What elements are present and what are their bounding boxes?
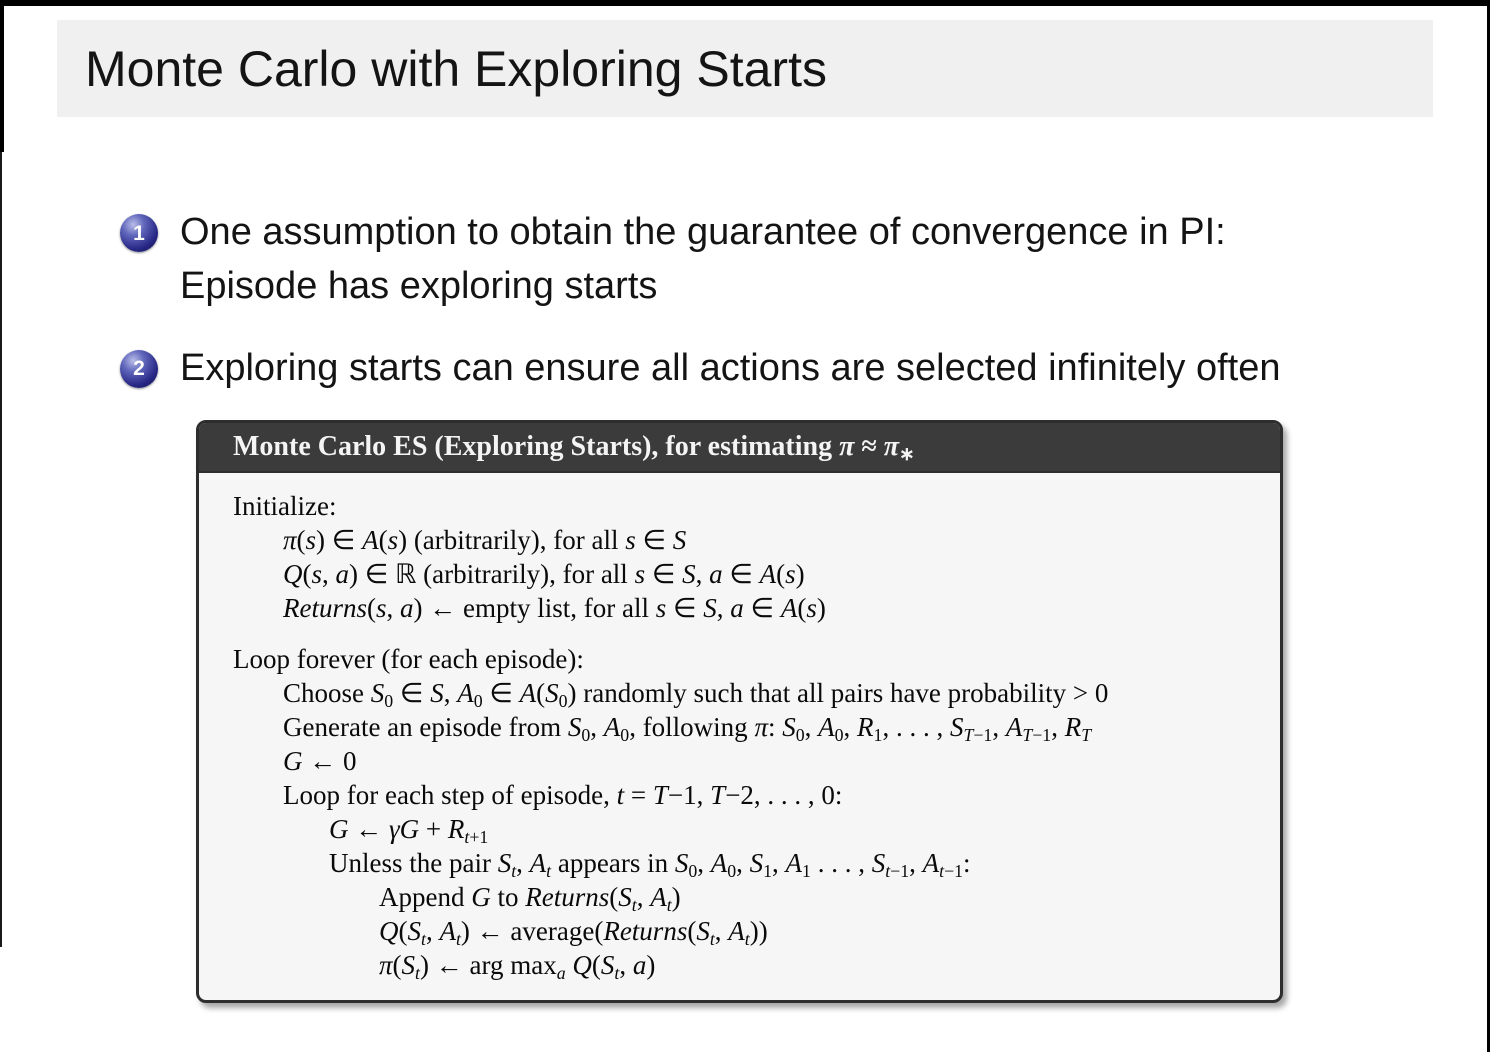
algorithm-line: Initialize: bbox=[233, 491, 337, 521]
slide-title-bar bbox=[57, 20, 1433, 117]
bullet-list bbox=[120, 206, 1420, 424]
page-title: Monte Carlo with Exploring Starts bbox=[85, 40, 827, 97]
bullet-number-ball-icon bbox=[120, 350, 158, 388]
algorithm-line: Unless the pair $S_t$, $A_t$ appears in $S_0$, $A_0$, $S_1$, $A_1$ . . . , $S_{t-1}$, $A_{t-1}$: bbox=[329, 848, 971, 881]
algorithm-header bbox=[199, 423, 1280, 473]
bullet-text: One assumption to obtain the guarantee of convergence in PI: Episode has exploring starts bbox=[180, 211, 1226, 307]
bullet-number: 2 bbox=[133, 357, 145, 381]
algorithm-line: Loop for each step of episode, t = T−1, T−2, . . . , 0: bbox=[283, 780, 843, 810]
page-frame-left bbox=[0, 0, 4, 152]
algorithm-line: Choose $S_0$ ∈ S, $A_0$ ∈ $A(S_0)$ randomly such that all pairs have probability > 0 bbox=[283, 678, 1109, 711]
bullet-text: Exploring starts can ensure all actions are selected infinitely often bbox=[180, 346, 1281, 389]
algorithm-line: Q(s, a) ∈ ℝ (arbitrarily), for all s ∈ S, a ∈ A(s) bbox=[283, 559, 805, 589]
algorithm-box bbox=[196, 420, 1283, 1003]
bullet-item-2 bbox=[120, 342, 1420, 396]
algorithm-line: $\pi(S_t)$ ← arg $\max_a Q(S_t$, a) bbox=[379, 950, 656, 983]
algorithm-title: Monte Carlo ES (Exploring Starts), for estimating $\pi \approx \pi_∗$ bbox=[233, 431, 915, 465]
algorithm-line: G ← 0 bbox=[283, 746, 357, 776]
algorithm-line: Returns(s, a) ← empty list, for all s ∈ S, a ∈ A(s) bbox=[283, 593, 826, 623]
algorithm-line: Append G to $Returns(S_t$, $A_t$) bbox=[379, 882, 681, 915]
algorithm-line: G ← $\gamma G + R_{t+1}$ bbox=[329, 814, 489, 847]
page-frame-left-thin bbox=[0, 152, 2, 947]
bullet-number-ball-icon bbox=[120, 214, 158, 252]
bullet-number: 1 bbox=[133, 221, 145, 245]
algorithm-line: π(s) ∈ A(s) (arbitrarily), for all s ∈ S bbox=[283, 525, 687, 555]
page-frame-top bbox=[0, 0, 1490, 6]
bullet-item-1 bbox=[120, 206, 1420, 314]
algorithm-body bbox=[199, 473, 1280, 982]
algorithm-line: Generate an episode from $S_0$, $A_0$, following π: $S_0$, $A_0$, $R_1$, . . . , $S_{T-1}$, $A_{T-1}$, $R_T$ bbox=[283, 712, 1092, 745]
algorithm-line: $Q(S_t$, $A_t$) ← $average(Returns(S_t$, $A_t$)) bbox=[379, 916, 768, 949]
algorithm-line: Loop forever (for each episode): bbox=[233, 644, 584, 674]
